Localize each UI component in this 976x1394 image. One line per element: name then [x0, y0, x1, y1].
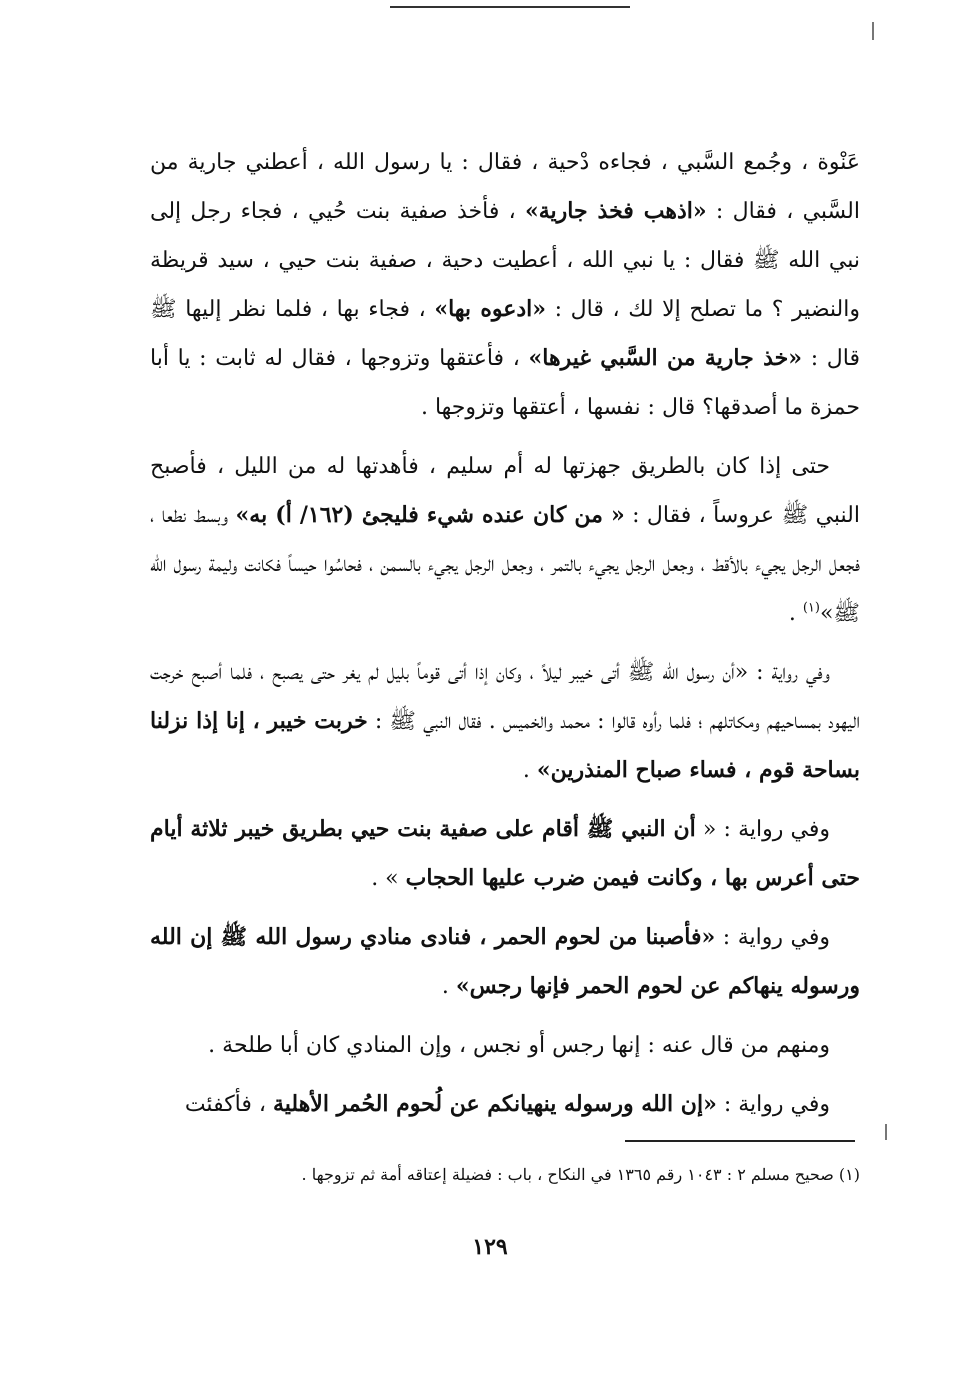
text-segment: .	[441, 974, 456, 999]
page-number: ١٢٩	[472, 1234, 508, 1260]
text-segment: وفي رواية : «	[695, 817, 830, 842]
paragraph	[150, 648, 860, 795]
text-segment: ، فأعتقها وتزوجها ، فقال له ثابت : يا أبا حمزة ما أصدقها؟ قال : نفسها ، أعتقها وتزوجها .	[150, 346, 860, 420]
hadith-quote: « من كان عنده شيء فليجئ (١٦٢/ أ) به»	[235, 502, 625, 528]
edge-mark	[872, 22, 874, 40]
footnote: (١) صحيح مسلم ٢ : ١٠٤٣ رقم ١٣٦٥ في النكاح ، باب : فضيلة إعتاقه أمة ثم تزوجها .	[301, 1165, 860, 1184]
text-segment: ، فأخذ صفية بنت حُيي ، فجاء رجل إلى نبي الله ﷺ فقال : يا نبي الله ، أعطيت دحية ، صفية بنت حيي ، سيد قريظة والنضير ؟ ما تصلح إلا لك ، قال :	[150, 199, 860, 322]
paragraph	[150, 913, 860, 1011]
top-rule	[390, 6, 630, 8]
hadith-quote: «اذهب فخذ جارية»	[525, 198, 707, 224]
footnote-separator	[625, 1140, 855, 1142]
text-segment: .	[522, 758, 537, 783]
text-segment: » .	[371, 866, 406, 891]
text-segment: .	[788, 601, 803, 626]
footnote-reference: (١)	[802, 600, 820, 616]
text-segment: وبسط نطعا ، فجعل الرجل يجيء بالأقط ، وجعل الرجل يجيء بالتمر ، وجعل الرجل يجيء بالسمن ، فحاسُوا حيساً فكانت وليمة رسول الله ﷺ»	[150, 503, 860, 626]
text-segment: وفي رواية :	[716, 1092, 830, 1117]
text-segment: عَنْوة ، وجُمع السَّبي ، فجاءه دْحية ، فقال : يا رسول الله ، أعطني جارية من السَّبي ، فقال :	[150, 150, 860, 224]
hadith-quote: خربت خيبر ، إنا إذا نزلنا بساحة قوم ، فساء صباح المنذرين»	[150, 708, 860, 783]
text-segment: ، فجاء بها ، فلما نظر إليها ﷺ قال :	[150, 297, 860, 371]
paragraph	[150, 442, 860, 638]
edge-mark	[885, 1124, 887, 1140]
hadith-quote: أن النبي ﷺ أقام على صفية بنت حيي بطريق خيبر ثلاثة أيام حتى أعرس بها ، وكانت فيمن ضرب عليها الحجاب	[150, 816, 860, 891]
hadith-quote: «خذ جارية من السَّبي غيرها»	[528, 345, 802, 371]
main-text	[150, 138, 860, 1139]
text-segment: ، فأكفئت	[184, 1092, 273, 1117]
text-segment: وفي رواية :	[715, 925, 830, 950]
hadith-quote: «فأصبنا من لحوم الحمر ، فنادى منادي رسول الله ﷺ إن الله ورسوله ينهاكم عن لحوم الحمر فإنها رجس»	[150, 924, 860, 999]
text-segment: ومنهم من قال عنه : إنها رجس أو نجس ، وإن المنادي كان أبا طلحة .	[208, 1033, 830, 1058]
text-segment: حتى إذا كان بالطريق جهزتها له أم سليم ، فأهدتها له من الليل ، فأصبح النبي ﷺ عروساً ، فقال :	[150, 454, 860, 528]
paragraph	[150, 1021, 860, 1070]
text-segment: وفي رواية : «أن رسول الله ﷺ أتى خيبر ليلاً ، وكان إذا أتى قوماً بليل لم يغر حتى يصبح ، فلما أصبح خرجت اليهود بمساحيهم ومكاتلهم ؛ فلما رأوه قالوا : محمد والخميس . فقال النبي ﷺ :	[150, 660, 860, 734]
hadith-quote: «ادعوه بها»	[434, 296, 546, 322]
paragraph	[150, 1080, 860, 1129]
paragraph	[150, 138, 860, 432]
hadith-quote: «إن الله ورسوله ينهيانكم عن لُحوم الحُمر الأهلية	[272, 1091, 717, 1117]
paragraph	[150, 805, 860, 903]
